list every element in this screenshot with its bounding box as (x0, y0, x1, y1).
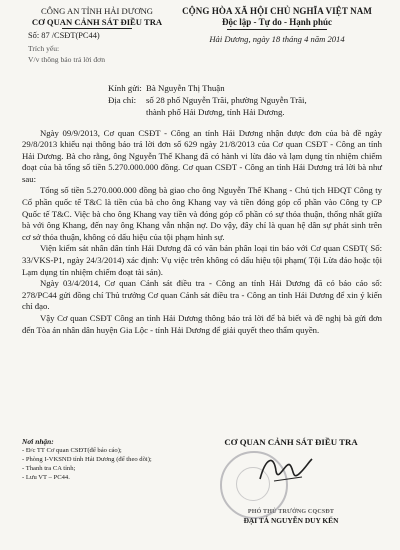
address-line (108, 94, 382, 106)
signature-block (206, 437, 376, 525)
national-title: CỘNG HÒA XÃ HỘI CHỦ NGHĨA VIỆT NAM (182, 6, 372, 16)
header-rule-right (227, 29, 327, 30)
body-paragraph: Ngày 03/4/2014, Cơ quan Cảnh sát điều tra - Công an tỉnh Hải Dương đã có báo cáo số: 278/PC44 gửi đồng chí Thủ trưởng Cơ quan Cảnh sát điều tra - Công an tỉnh Hải Dương để xin ý kiến chỉ đạo. (22, 278, 382, 312)
national-motto: Độc lập - Tự do - Hạnh phúc (221, 17, 332, 27)
distribution-item: - Đ/c TT Cơ quan CSĐT(để báo cáo); (22, 447, 122, 454)
issuing-agency-block (22, 6, 172, 64)
body-paragraph: Tổng số tiền 5.270.000.000 đồng bà giao cho ông Nguyễn Thế Khang - Chủ tịch HĐQT Công ty Cổ phần quốc tế T&C là tiền của bà cho ông Khang vay và tiền đóng góp cổ phần vào Công ty CP Quốc tế T&C. Việc bà cho ông Khang vay tiền và đóng góp cổ phần có sự thỏa thuận, thống nhất giữa bà với ông Khang, đến nay ông Khang vẫn nhận nợ. Do vậy, đây chỉ là quan hệ dân sự phát sinh trên cơ sở thỏa thuận, không có dấu hiệu của tội phạm hình sự. (22, 185, 382, 242)
distribution-title: Nơi nhận: (22, 437, 54, 446)
recipient-line (108, 82, 382, 94)
signer-role: PHÓ THỦ TRƯỞNG CQCSĐT (247, 509, 335, 515)
document-number: Số: 87 /CSĐT(PC44) (28, 31, 100, 40)
recipient-block (108, 82, 382, 118)
agency-name: CÔNG AN TỈNH HẢI DƯƠNG (40, 6, 154, 16)
distribution-item: - Phòng I-VKSND tỉnh Hải Dương (để theo dõi); (22, 456, 152, 463)
body-paragraph: Viện kiểm sát nhân dân tỉnh Hải Dương đã có văn bản phân loại tin báo với Cơ quan CSĐT( Số: 33/VKS-P1, ngày 24/3/2014) xác định: Vụ việc trên không có dấu hiệu tội phạm( Tội Lừa đảo hoặc tội Lạm dụng tín nhiệm chiếm đoạt tài sản). (22, 243, 382, 277)
document-header (22, 6, 382, 64)
subject-label: Trích yếu: (28, 43, 60, 53)
body-paragraph: Ngày 09/9/2013, Cơ quan CSĐT - Công an tỉnh Hải Dương nhận được đơn của bà đề ngày 29/8/2013 khiếu nại thông báo trả lời đơn số 629 ngày 21/8/2013 của Cơ quan CSĐT - Công an tỉnh Hải Dương. Bà cho rằng, ông Nguyễn Thế Khang đã có hành vi lừa đảo và lạm dụng tín nhiệm chiếm đoạt của bà tổng số tiền 5.270.000.000 đồng. Cơ quan CSĐT - Công an tỉnh Hải Dương trả lời bà như sau: (22, 127, 382, 184)
distribution-list (22, 437, 197, 482)
recipient-name: Bà Nguyễn Thị Thuận (146, 82, 225, 93)
document-date: Hải Dương, ngày 18 tháng 4 năm 2014 (209, 34, 345, 44)
to-label: Kính gửi: (108, 82, 142, 93)
document-footer (22, 437, 382, 547)
signer-name: ĐẠI TÁ NGUYỄN DUY KẾN (243, 516, 339, 525)
distribution-item: - Lưu VT – PC44. (22, 474, 70, 481)
document-body (22, 128, 382, 337)
stamp-area (206, 447, 376, 517)
national-heading-block (172, 6, 382, 64)
signature-title: CƠ QUAN CẢNH SÁT ĐIỀU TRA (224, 437, 358, 447)
subject-text: V/v thông báo trả lời đơn (28, 54, 105, 64)
address-line1: số 28 phố Nguyễn Trãi, phường Nguyễn Trãi, (146, 94, 307, 105)
header-rule-left (62, 28, 132, 29)
body-paragraph: Vậy Cơ quan CSĐT Công an tỉnh Hải Dương thông báo trả lời để bà biết và đề nghị bà gửi đơn đến Tòa án nhân dân huyện Gia Lộc - tỉnh Hải Dương để giải quyết theo thẩm quyền. (22, 313, 382, 335)
address-line2: thành phố Hải Dương, tỉnh Hải Dương. (146, 106, 285, 117)
distribution-item: - Thanh tra CA tỉnh; (22, 465, 76, 472)
signature-mark (256, 451, 316, 491)
address-label: Địa chỉ: (108, 94, 137, 105)
department-name: CƠ QUAN CẢNH SÁT ĐIỀU TRA (31, 16, 163, 27)
